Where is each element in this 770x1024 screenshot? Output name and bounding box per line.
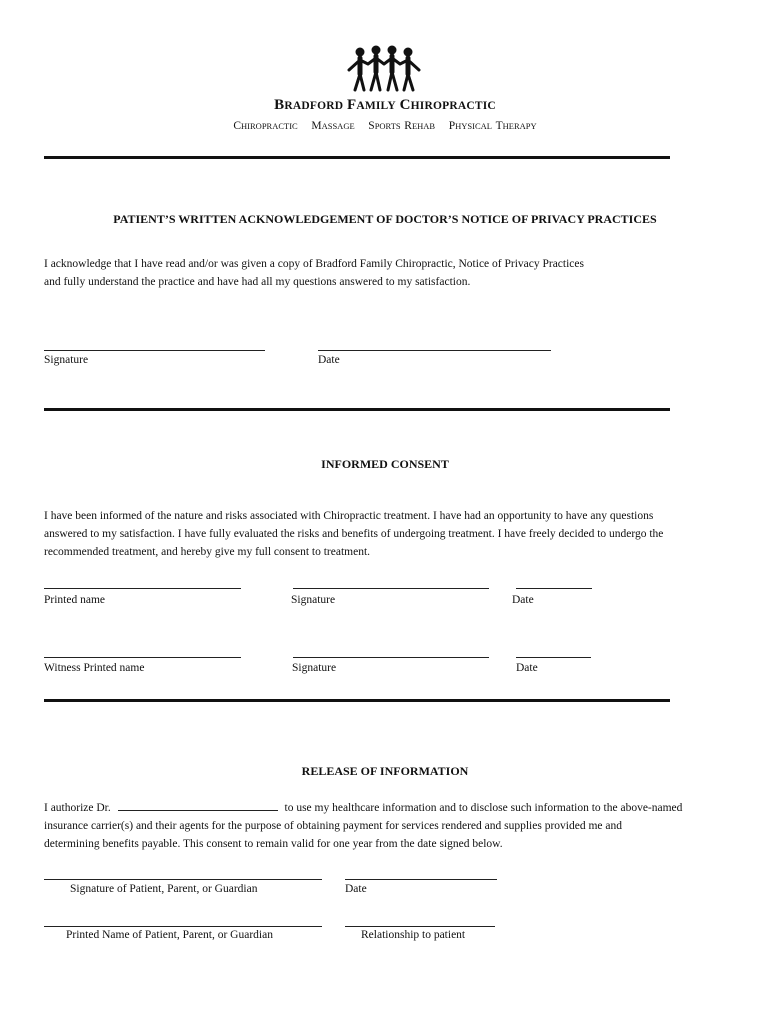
- consent-date-label: Date: [512, 594, 534, 606]
- paragraph-line: I acknowledge that I have read and/or was given a copy of Bradford Family Chiropractic, Notice of Privacy Practices: [44, 258, 584, 270]
- paragraph-line: determining benefits payable. This consent to remain valid for one year from the date signed below.: [44, 838, 503, 850]
- divider: [44, 156, 670, 159]
- authorize-text: I authorize Dr.: [44, 802, 111, 814]
- patient-signature-label: Signature of Patient, Parent, or Guardian: [70, 883, 258, 895]
- authorize-text: to use my healthcare information and to disclose such information to the above-named: [284, 802, 683, 814]
- patient-signature-field[interactable]: [44, 879, 322, 880]
- witness-date-label: Date: [516, 662, 538, 674]
- relationship-label: Relationship to patient: [361, 929, 466, 941]
- consent-paragraph: [44, 507, 744, 561]
- service-sports-rehab: SPORTS REHAB: [368, 120, 436, 132]
- company-word: HIROPRACTIC: [410, 100, 496, 112]
- consent-heading: INFORMED CONSENT: [321, 457, 449, 471]
- service-massage: MASSAGE: [311, 120, 355, 132]
- witness-name-label: Witness Printed name: [44, 662, 145, 674]
- release-date-label: Date: [345, 883, 367, 895]
- paragraph-line: recommended treatment, and hereby give my full consent to treatment.: [44, 546, 371, 558]
- printed-name-field[interactable]: [44, 588, 241, 589]
- divider: [44, 408, 670, 411]
- paragraph-line: answered to my satisfaction. I have fully evaluated the risks and benefits of undergoing treatment. I have freely decided to undergo the: [44, 528, 664, 540]
- witness-date-field[interactable]: [516, 657, 591, 658]
- witness-signature-label: Signature: [292, 662, 337, 674]
- consent-date-field[interactable]: [516, 588, 592, 589]
- paragraph-line: I have been informed of the nature and risks associated with Chiropractic treatment. I have had an opportunity to have any questions: [44, 510, 654, 522]
- witness-signature-field[interactable]: [293, 657, 489, 658]
- patient-printed-name-label: Printed Name of Patient, Parent, or Guardian: [66, 929, 273, 941]
- company-name: [0, 97, 770, 114]
- service-chiropractic: CHIROPRACTIC: [233, 120, 298, 132]
- services-list: [0, 120, 770, 132]
- relationship-field[interactable]: [345, 926, 495, 927]
- patient-printed-name-field[interactable]: [44, 926, 322, 927]
- printed-name-label: Printed name: [44, 594, 105, 606]
- signature-field[interactable]: [44, 350, 265, 351]
- release-heading: RELEASE OF INFORMATION: [301, 764, 469, 778]
- privacy-heading: PATIENT’S WRITTEN ACKNOWLEDGEMENT OF DOCTOR’S NOTICE OF PRIVACY PRACTICES: [113, 212, 657, 226]
- date-field[interactable]: [318, 350, 551, 351]
- paragraph-line: insurance carrier(s) and their agents for the purpose of obtaining payment for services rendered and supplies provided me and: [44, 820, 622, 832]
- release-paragraph: [44, 798, 744, 853]
- signature-label: Signature: [44, 354, 89, 366]
- company-initial: B: [274, 97, 285, 113]
- date-label: Date: [318, 354, 340, 366]
- family-logo-icon: [346, 44, 422, 94]
- company-word: RADFORD: [284, 100, 344, 112]
- company-word: AMILY: [356, 100, 396, 112]
- privacy-paragraph: [44, 255, 734, 291]
- witness-name-field[interactable]: [44, 657, 241, 658]
- consent-signature-field[interactable]: [293, 588, 489, 589]
- company-initial: F: [346, 97, 357, 113]
- paragraph-line: and fully understand the practice and have had all my questions answered to my satisfaction.: [44, 276, 471, 288]
- service-physical-therapy: PHYSICAL THERAPY: [448, 120, 537, 132]
- divider: [44, 699, 670, 702]
- paragraph-line: [44, 798, 744, 817]
- doctor-name-field[interactable]: [118, 798, 278, 811]
- consent-signature-label: Signature: [291, 594, 336, 606]
- release-date-field[interactable]: [345, 879, 497, 880]
- company-initial: C: [399, 97, 411, 113]
